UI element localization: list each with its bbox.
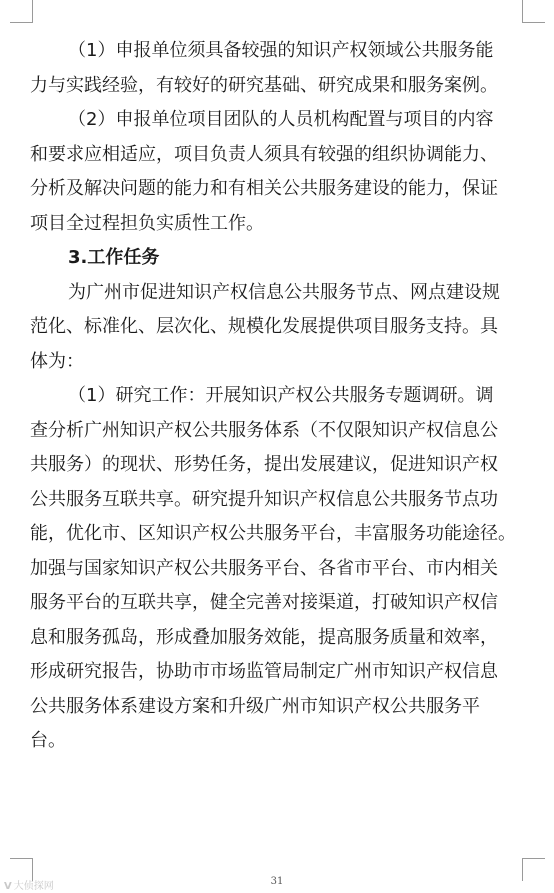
text-line: 分析及解决问题的能力和有相关公共服务建设的能力，保证 bbox=[30, 178, 498, 199]
section-heading: 3.工作任务 bbox=[68, 247, 160, 268]
watermark bbox=[4, 877, 54, 892]
text-line: （1）研究工作：开展知识产权公共服务专题调研。调 bbox=[68, 385, 494, 406]
crop-mark-top-right bbox=[522, 0, 545, 23]
text-line: 能，优化市、区知识产权公共服务平台，丰富服务功能途径。 bbox=[30, 523, 516, 544]
text-line: 体为： bbox=[30, 350, 84, 372]
text-line: 力与实践经验，有较好的研究基础、研究成果和服务案例。 bbox=[30, 74, 498, 96]
text-line: （2）申报单位项目团队的人员机构配置与项目的内容 bbox=[68, 109, 494, 130]
page-number: 31 bbox=[270, 876, 284, 887]
text-line: 共服务）的现状、形势任务，提出发展建议，促进知识产权 bbox=[30, 454, 498, 475]
text-line: 息和服务孤岛，形成叠加服务效能，提高服务质量和效率， bbox=[30, 626, 498, 648]
text-line: 和要求应相适应，项目负责人须具有较强的组织协调能力、 bbox=[30, 143, 498, 165]
text-line: 查分析广州知识产权公共服务体系（不仅限知识产权信息公 bbox=[30, 419, 498, 441]
watermark-text: 大侦探网 bbox=[13, 881, 54, 892]
text-line: 项目全过程担负实质性工作。 bbox=[30, 212, 264, 234]
document-body bbox=[30, 34, 530, 759]
text-line: （1）申报单位须具备较强的知识产权领域公共服务能 bbox=[68, 40, 494, 61]
crop-mark-top-left bbox=[10, 0, 33, 23]
text-line: 范化、标准化、层次化、规模化发展提供项目服务支持。具 bbox=[30, 316, 498, 337]
text-line: 形成研究报告，协助市市场监管局制定广州市知识产权信息 bbox=[30, 661, 498, 682]
watermark-logo: V bbox=[4, 881, 12, 892]
text-line: 台。 bbox=[30, 730, 66, 751]
text-line: 公共服务体系建设方案和升级广州市知识产权公共服务平 bbox=[30, 695, 480, 717]
text-line: 加强与国家知识产权公共服务平台、各省市平台、市内相关 bbox=[30, 557, 498, 579]
text-line: 为广州市促进知识产权信息公共服务节点、网点建设规 bbox=[68, 281, 500, 303]
text-line: 公共服务互联共享。研究提升知识产权信息公共服务节点功 bbox=[30, 488, 498, 510]
text-line: 服务平台的互联共享，健全完善对接渠道，打破知识产权信 bbox=[30, 592, 498, 613]
